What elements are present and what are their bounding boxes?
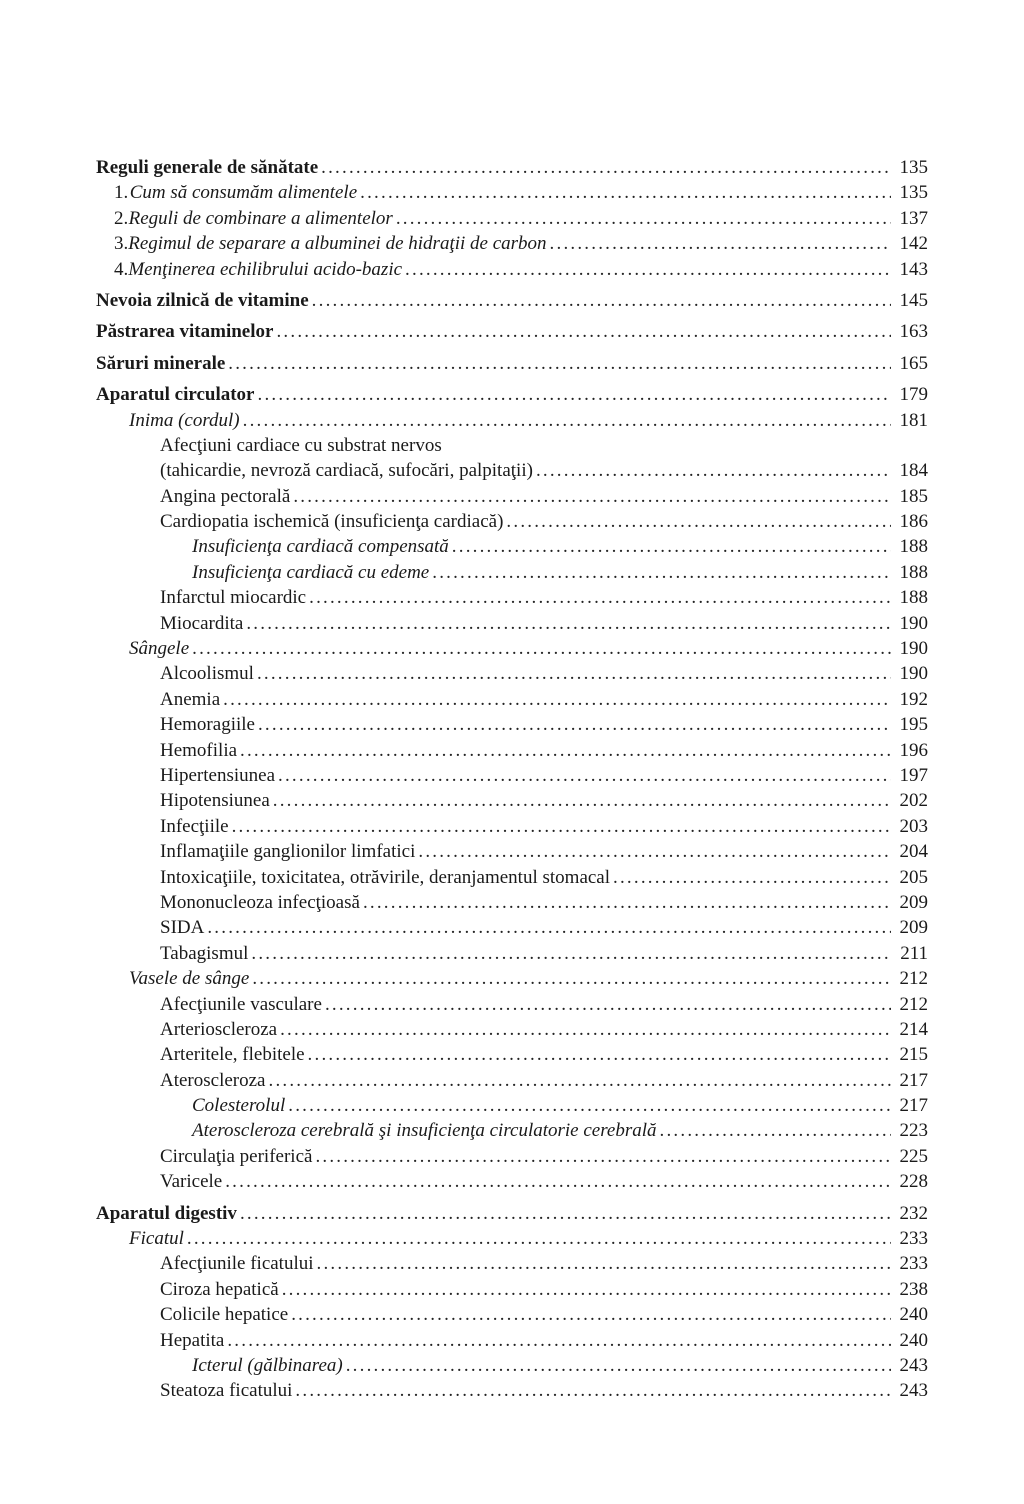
toc-page-number: 240 bbox=[899, 1329, 928, 1351]
dot-leader bbox=[282, 1277, 891, 1302]
dot-leader bbox=[207, 915, 891, 940]
toc-page-number: 214 bbox=[899, 1018, 928, 1040]
toc-page-number: 137 bbox=[899, 207, 928, 229]
toc-entry[interactable] bbox=[96, 687, 928, 712]
dot-leader bbox=[288, 1093, 891, 1118]
toc-entry-number: 1. bbox=[114, 182, 129, 204]
toc-entry[interactable] bbox=[96, 1302, 928, 1327]
toc-page-number: 233 bbox=[899, 1228, 928, 1250]
toc-page-number: 238 bbox=[899, 1278, 928, 1300]
toc-entry[interactable] bbox=[96, 1042, 928, 1067]
toc-page-number: 184 bbox=[899, 460, 928, 482]
dot-leader bbox=[257, 661, 891, 686]
toc-page-number: 228 bbox=[899, 1171, 928, 1193]
dot-leader bbox=[240, 1201, 891, 1226]
dot-leader bbox=[315, 1144, 891, 1169]
toc-entry-title: Inima (cordul) bbox=[129, 409, 240, 431]
toc-entry-title: Sângele bbox=[129, 638, 190, 660]
toc-entry-title: Icterul (gălbinarea) bbox=[192, 1354, 343, 1376]
toc-page-number: 145 bbox=[899, 289, 928, 311]
toc-section-entry[interactable] bbox=[96, 351, 928, 376]
table-of-contents bbox=[96, 155, 928, 1404]
dot-leader bbox=[432, 560, 891, 585]
toc-entry[interactable] bbox=[96, 1328, 928, 1353]
toc-page-number: 165 bbox=[899, 352, 928, 374]
toc-page-number: 188 bbox=[899, 561, 928, 583]
toc-entry[interactable] bbox=[96, 992, 928, 1017]
toc-entry-title: Tabagismul bbox=[160, 942, 249, 964]
toc-page-number: 217 bbox=[899, 1095, 928, 1117]
toc-entry-title: Alcoolismul bbox=[160, 663, 254, 685]
dot-leader bbox=[269, 1068, 892, 1093]
toc-entry-title: Vasele de sânge bbox=[129, 968, 250, 990]
toc-page-number: 223 bbox=[899, 1120, 928, 1142]
toc-entry-title: Reguli de combinare a alimentelor bbox=[128, 207, 393, 229]
toc-entry[interactable] bbox=[96, 1251, 928, 1276]
dot-leader bbox=[418, 839, 891, 864]
toc-section-entry[interactable] bbox=[96, 288, 928, 313]
dot-leader bbox=[258, 382, 892, 407]
toc-page-number: 188 bbox=[899, 536, 928, 558]
toc-entry[interactable] bbox=[96, 180, 928, 205]
toc-section-entry[interactable] bbox=[96, 155, 928, 180]
toc-entry[interactable] bbox=[96, 890, 928, 915]
toc-page-number: 135 bbox=[899, 182, 928, 204]
toc-page-number: 217 bbox=[899, 1069, 928, 1091]
toc-page-number: 143 bbox=[899, 258, 928, 280]
toc-page-number: 181 bbox=[899, 409, 928, 431]
toc-entry-title: Arteritele, flebitele bbox=[160, 1044, 305, 1066]
toc-page-number: 192 bbox=[899, 688, 928, 710]
dot-leader bbox=[325, 992, 891, 1017]
toc-entry[interactable] bbox=[96, 1144, 928, 1169]
toc-entry-title: Păstrarea vitaminelor bbox=[96, 321, 274, 343]
toc-entry-title: Aparatul digestiv bbox=[96, 1202, 237, 1224]
toc-entry-title: Colicile hepatice bbox=[160, 1304, 289, 1326]
dot-leader bbox=[258, 712, 891, 737]
toc-entry-title: Varicele bbox=[160, 1171, 223, 1193]
toc-entry[interactable] bbox=[96, 484, 928, 509]
toc-page-number: 185 bbox=[899, 485, 928, 507]
toc-section-entry[interactable] bbox=[96, 382, 928, 407]
toc-entry[interactable] bbox=[96, 585, 928, 610]
toc-entry-title: Mononucleoza infecţioasă bbox=[160, 891, 360, 913]
toc-entry-title: Circulaţia periferică bbox=[160, 1145, 313, 1167]
toc-entry[interactable] bbox=[96, 433, 928, 458]
dot-leader bbox=[396, 206, 891, 231]
dot-leader bbox=[280, 1017, 891, 1042]
toc-section-entry[interactable] bbox=[96, 319, 928, 344]
toc-entry[interactable] bbox=[96, 611, 928, 636]
toc-entry-title: Hipertensiunea bbox=[160, 764, 276, 786]
dot-leader bbox=[308, 1042, 891, 1067]
toc-entry[interactable] bbox=[96, 712, 928, 737]
toc-entry[interactable] bbox=[96, 206, 928, 231]
toc-page-number: 195 bbox=[899, 714, 928, 736]
toc-entry-title: Hipotensiunea bbox=[160, 790, 270, 812]
toc-page-number: 135 bbox=[899, 157, 928, 178]
toc-entry-title: Ficatul bbox=[129, 1228, 184, 1250]
toc-entry[interactable] bbox=[96, 738, 928, 763]
dot-leader bbox=[246, 611, 891, 636]
toc-entry-title: Insuficienţa cardiacă cu edeme bbox=[192, 561, 430, 583]
toc-entry-title: Afecţiunile ficatului bbox=[160, 1253, 314, 1275]
toc-entry[interactable] bbox=[96, 966, 928, 991]
toc-entry-title: Angina pectorală bbox=[160, 485, 291, 507]
toc-entry[interactable] bbox=[96, 509, 928, 534]
toc-entry[interactable] bbox=[96, 231, 928, 256]
toc-entry-title: Colesterolul bbox=[192, 1095, 286, 1117]
dot-leader bbox=[232, 814, 891, 839]
toc-entry[interactable] bbox=[96, 534, 928, 559]
toc-entry-title: Insuficienţa cardiacă compensată bbox=[192, 536, 449, 558]
toc-page-number: 197 bbox=[899, 764, 928, 786]
dot-leader bbox=[295, 1378, 891, 1403]
toc-page-number: 202 bbox=[899, 790, 928, 812]
dot-leader bbox=[363, 890, 891, 915]
toc-entry-title: Aparatul circulator bbox=[96, 384, 255, 406]
toc-entry-title: Intoxicaţiile, toxicitatea, otrăvirile, deranjamentul stomacal bbox=[160, 866, 611, 888]
toc-entry-number: 4. bbox=[114, 258, 129, 280]
toc-page-number: 211 bbox=[900, 942, 928, 964]
dot-leader bbox=[187, 1226, 891, 1251]
toc-entry-title: Hemofilia bbox=[160, 739, 238, 761]
toc-entry[interactable] bbox=[96, 915, 928, 940]
toc-page-number: 233 bbox=[899, 1253, 928, 1275]
dot-leader bbox=[452, 534, 891, 559]
dot-leader bbox=[228, 351, 891, 376]
toc-entry-title: Cum să consumăm alimentele bbox=[129, 182, 358, 204]
toc-entry[interactable] bbox=[96, 1226, 928, 1251]
toc-page-number: 209 bbox=[899, 891, 928, 913]
toc-page-number: 243 bbox=[899, 1380, 928, 1402]
toc-page-number: 205 bbox=[899, 866, 928, 888]
dot-leader bbox=[291, 1302, 891, 1327]
toc-page-number: 225 bbox=[899, 1145, 928, 1167]
toc-entry-title: Infecţiile bbox=[160, 815, 229, 837]
dot-leader bbox=[276, 319, 891, 344]
toc-page-number: 190 bbox=[899, 663, 928, 685]
toc-entry[interactable] bbox=[96, 763, 928, 788]
dot-leader bbox=[278, 763, 891, 788]
dot-leader bbox=[225, 1169, 891, 1194]
toc-page-number: 190 bbox=[899, 638, 928, 660]
toc-entry-title: Nevoia zilnică de vitamine bbox=[96, 289, 309, 311]
dot-leader bbox=[273, 788, 891, 813]
dot-leader bbox=[293, 484, 891, 509]
toc-entry-title: Miocardita bbox=[160, 612, 244, 634]
dot-leader bbox=[240, 738, 891, 763]
toc-entry[interactable] bbox=[96, 788, 928, 813]
toc-page-number: 215 bbox=[899, 1044, 928, 1066]
dot-leader bbox=[506, 509, 891, 534]
toc-entry[interactable] bbox=[96, 1017, 928, 1042]
dot-leader bbox=[251, 941, 891, 966]
toc-entry[interactable] bbox=[96, 560, 928, 585]
toc-page-number: 232 bbox=[899, 1202, 928, 1224]
toc-entry[interactable] bbox=[96, 1378, 928, 1403]
toc-entry[interactable] bbox=[96, 814, 928, 839]
toc-entry[interactable] bbox=[96, 1169, 928, 1194]
toc-entry-title: Hemoragiile bbox=[160, 714, 255, 736]
toc-entry-title: Cardiopatia ischemică (insuficienţa cardiacă) bbox=[160, 511, 504, 533]
dot-leader bbox=[346, 1353, 891, 1378]
dot-leader bbox=[223, 687, 891, 712]
toc-page-number: 163 bbox=[899, 321, 928, 343]
toc-entry[interactable] bbox=[96, 1277, 928, 1302]
dot-leader bbox=[312, 288, 891, 313]
toc-entry-title: Infarctul miocardic bbox=[160, 587, 307, 609]
toc-entry-number: 3. bbox=[114, 233, 129, 255]
toc-entry[interactable] bbox=[96, 1068, 928, 1093]
toc-page-number: 142 bbox=[899, 233, 928, 255]
toc-page-number: 243 bbox=[899, 1354, 928, 1376]
dot-leader bbox=[243, 408, 891, 433]
toc-entry-title: Săruri minerale bbox=[96, 352, 226, 374]
toc-entry-title: Menţinerea echilibrului acido-bazic bbox=[128, 258, 403, 280]
toc-page-number: 179 bbox=[899, 384, 928, 406]
toc-entry-title: Afecţiuni cardiace cu substrat nervos bbox=[160, 434, 442, 456]
dot-leader bbox=[309, 585, 891, 610]
toc-entry[interactable] bbox=[96, 458, 928, 483]
toc-entry[interactable] bbox=[96, 1093, 928, 1118]
dot-leader bbox=[360, 180, 891, 205]
toc-entry-title: Reguli generale de sănătate bbox=[96, 157, 319, 178]
toc-entry[interactable] bbox=[96, 865, 928, 890]
toc-page-number: 212 bbox=[899, 993, 928, 1015]
toc-entry[interactable] bbox=[96, 1353, 928, 1378]
toc-entry-title: Arterioscleroza bbox=[160, 1018, 278, 1040]
toc-entry[interactable] bbox=[96, 408, 928, 433]
dot-leader bbox=[660, 1118, 891, 1143]
dot-leader bbox=[192, 636, 891, 661]
toc-entry-title: Inflamaţiile ganglionilor limfatici bbox=[160, 841, 416, 863]
toc-entry[interactable] bbox=[96, 839, 928, 864]
toc-entry-title: Steatoza ficatului bbox=[160, 1380, 293, 1402]
toc-page-number: 204 bbox=[899, 841, 928, 863]
toc-entry-number: 2. bbox=[114, 207, 129, 229]
dot-leader bbox=[252, 966, 891, 991]
toc-entry[interactable] bbox=[96, 257, 928, 282]
toc-entry-title: Ateroscleroza bbox=[160, 1069, 266, 1091]
toc-entry-title: (tahicardie, nevroză cardiacă, sufocări, palpitaţii) bbox=[160, 460, 533, 482]
toc-page-number: 186 bbox=[899, 511, 928, 533]
dot-leader bbox=[536, 458, 891, 483]
toc-page-number: 188 bbox=[899, 587, 928, 609]
toc-entry-title: Hepatita bbox=[160, 1329, 225, 1351]
dot-leader bbox=[321, 155, 891, 180]
toc-entry[interactable] bbox=[96, 1118, 928, 1143]
toc-entry-title: Regimul de separare a albuminei de hidraţii de carbon bbox=[128, 233, 547, 255]
dot-leader bbox=[613, 865, 891, 890]
dot-leader bbox=[550, 231, 891, 256]
toc-page-number: 203 bbox=[899, 815, 928, 837]
toc-page-number: 196 bbox=[899, 739, 928, 761]
toc-entry-title: Ateroscleroza cerebrală şi insuficienţa circulatorie cerebrală bbox=[192, 1120, 657, 1142]
toc-page-number: 212 bbox=[899, 968, 928, 990]
toc-entry[interactable] bbox=[96, 661, 928, 686]
toc-entry-title: Afecţiunile vasculare bbox=[160, 993, 322, 1015]
toc-entry[interactable] bbox=[96, 636, 928, 661]
toc-page-number: 190 bbox=[899, 612, 928, 634]
toc-entry-title: Anemia bbox=[160, 688, 221, 710]
dot-leader bbox=[317, 1251, 891, 1276]
toc-page-number: 209 bbox=[899, 917, 928, 939]
toc-entry[interactable] bbox=[96, 941, 928, 966]
toc-entry-title: Ciroza hepatică bbox=[160, 1278, 279, 1300]
dot-leader bbox=[405, 257, 891, 282]
toc-page-number: 240 bbox=[899, 1304, 928, 1326]
dot-leader bbox=[227, 1328, 891, 1353]
toc-entry-title: SIDA bbox=[160, 917, 205, 939]
toc-section-entry[interactable] bbox=[96, 1201, 928, 1226]
